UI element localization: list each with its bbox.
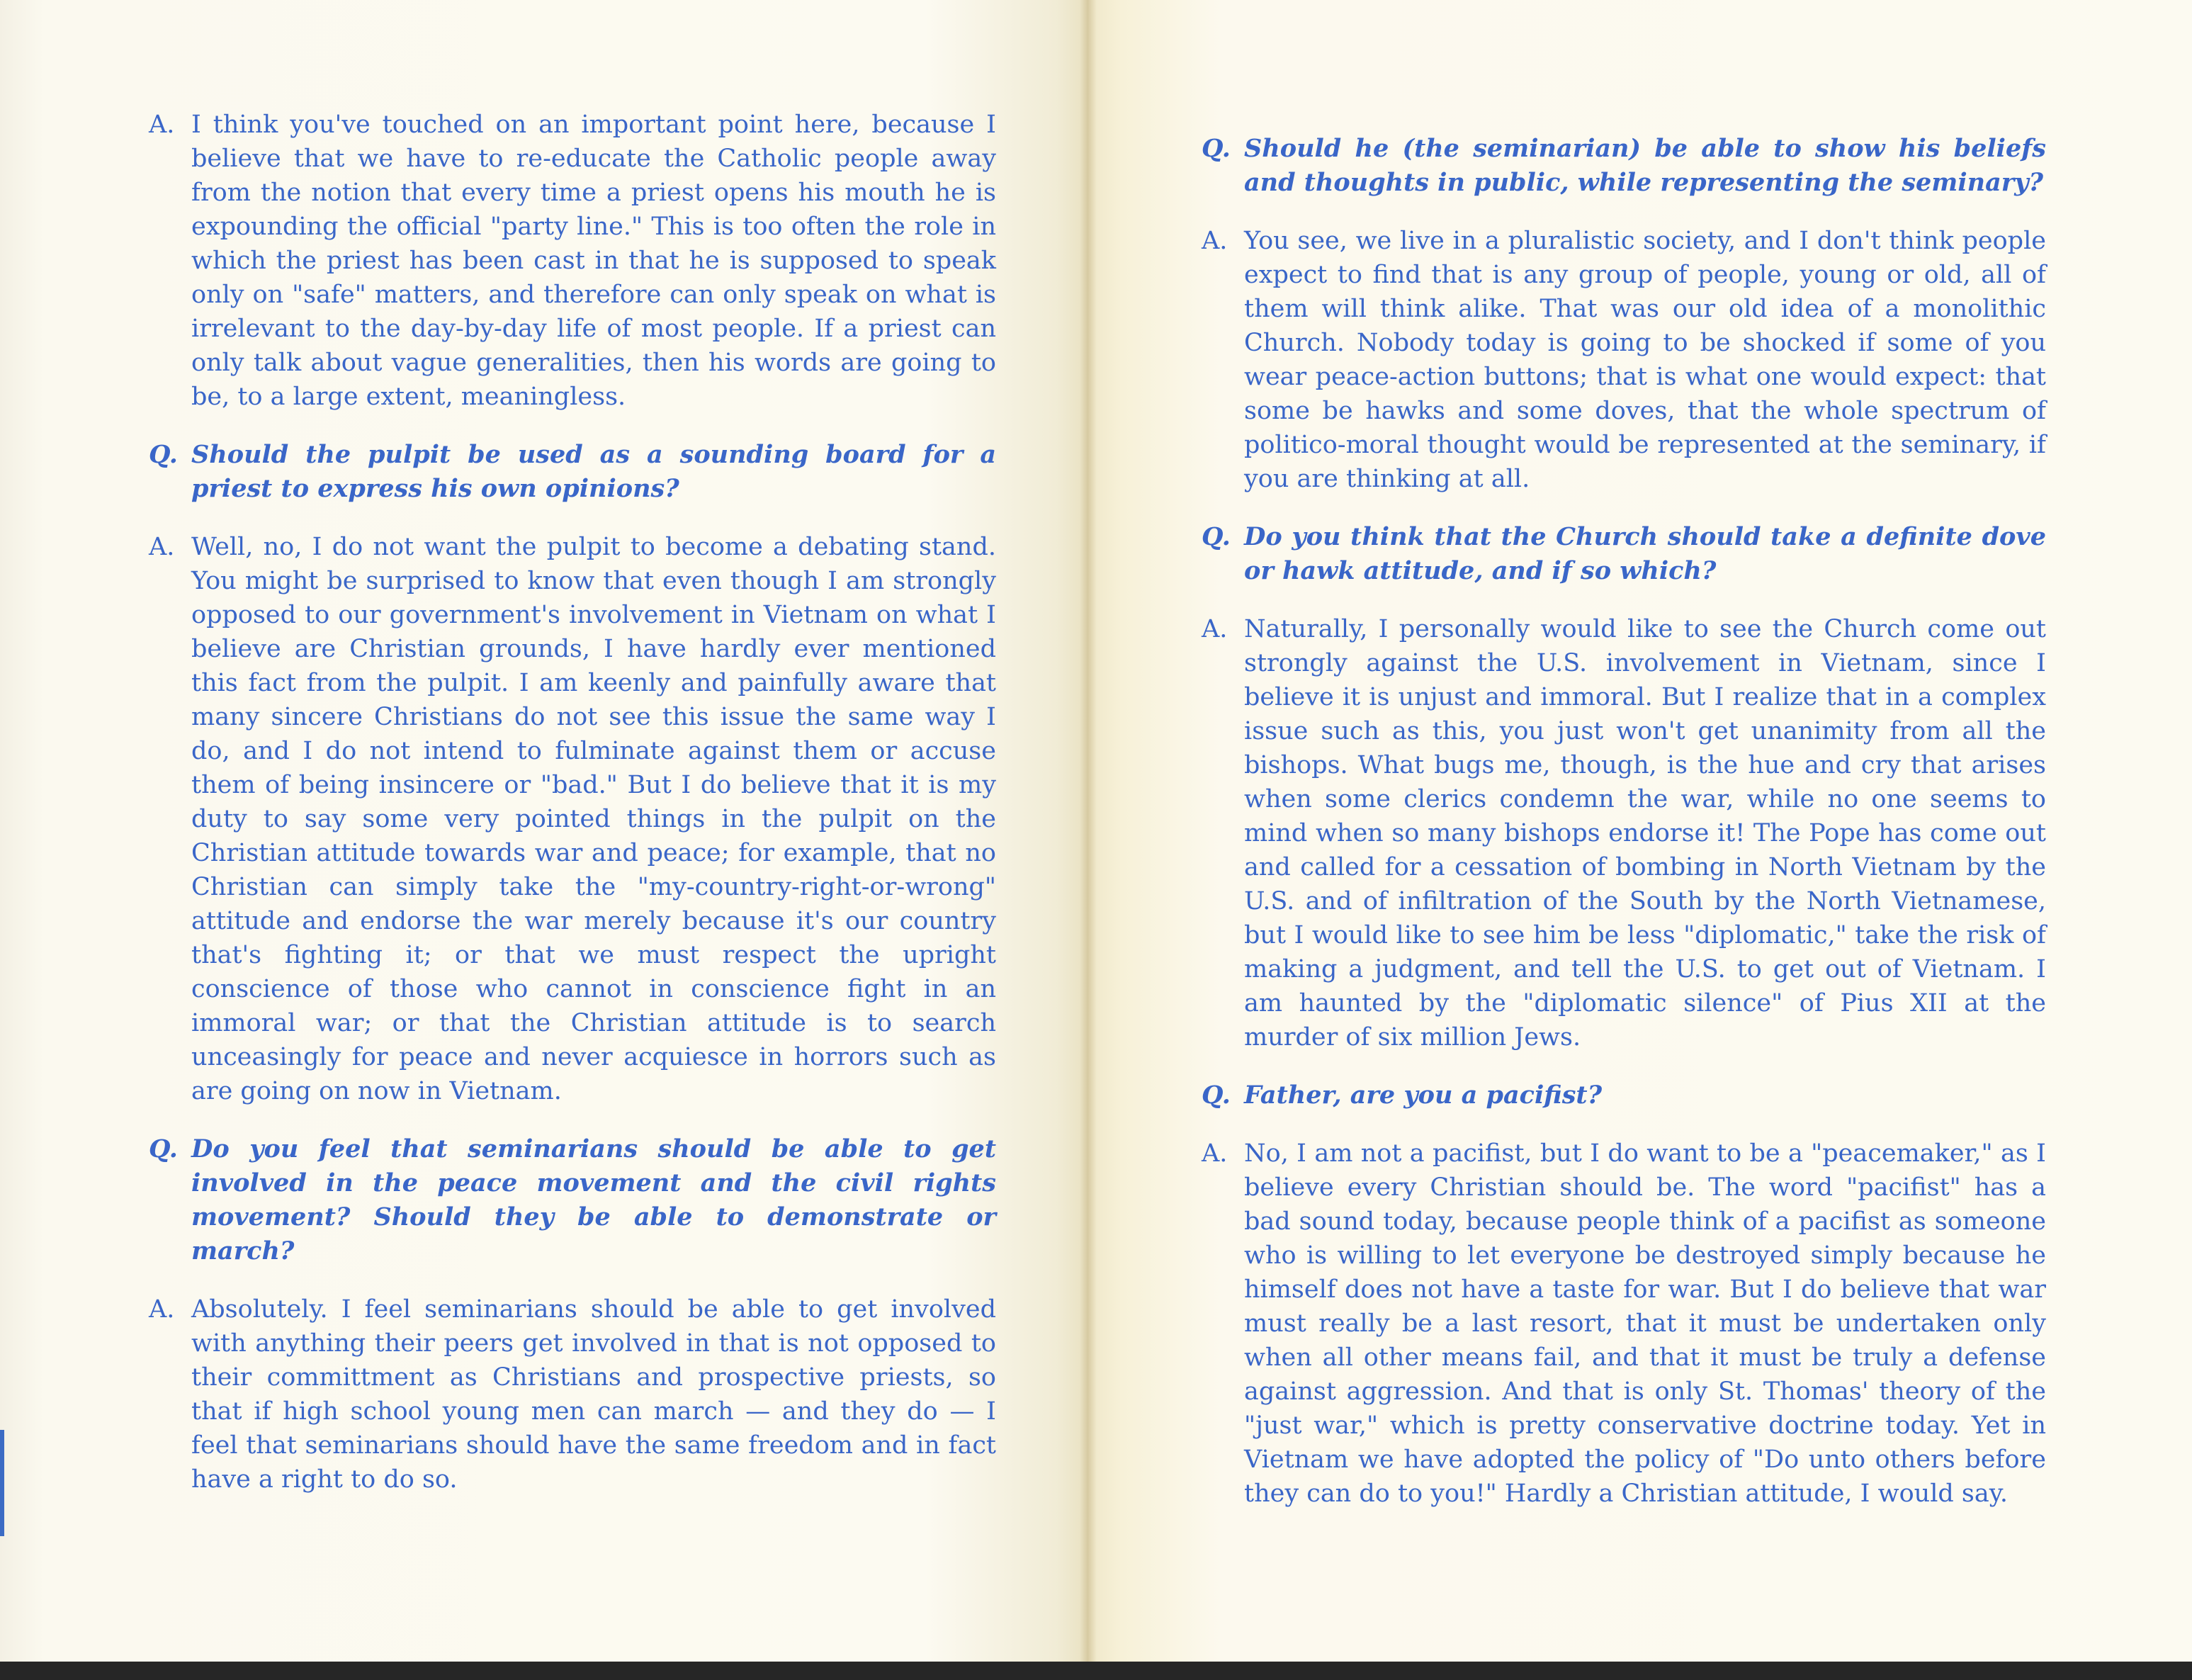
answer-label: A. [1202,227,1228,255]
question-label: Q. [1202,134,1231,163]
question-block [149,438,996,506]
question-text: Should the pulpit be used as a sounding board for a priest to express his own opinions? [191,440,996,503]
answer-block [1202,1137,2046,1511]
right-page-text [1202,132,2046,1511]
question-block [1202,132,2046,200]
answer-text: I think you've touched on an important point here, because I believe that we have to re-educate the Catholic people away from the notion that every time a priest opens his mouth he is expounding the official "party line." This is too often the role in which the priest has been cast in that he is supposed to speak only on "safe" matters, and therefore can only speak on what is irrelevant to the day-by-day life of most people. If a priest can only talk about vague generalities, then his words are going to be, to a large extent, meaningless. [191,111,996,411]
question-text: Do you feel that seminarians should be able to get involved in the peace movement and the civil rights movement? Should they be able to demonstrate or march? [191,1134,996,1265]
question-label: Q. [149,440,178,469]
answer-label: A. [1202,1139,1228,1168]
answer-label: A. [149,1295,175,1324]
question-block [1202,1078,2046,1112]
answer-text: No, I am not a pacifist, but I do want to be a "peacemaker," as I believe every Christian should be. The word "pacifist" has a bad sound today, because people think of a pacifist as someone who is willing to let everyone be destroyed simply because he himself does not have a taste for war. But I do believe that war must really be a last resort, that it must be undertaken only when all other means fail, and that it must be truly a defense against aggression. And that is only St. Thomas' theory of the "just war," which is pretty conservative doctrine today. Yet in Vietnam we have adopted the policy of "Do unto others before they can do to you!" Hardly a Christian attitude, I would say. [1244,1139,2046,1508]
answer-block [149,108,996,414]
page-edge-marker [0,1430,4,1536]
answer-label: A. [149,111,175,139]
answer-text: Well, no, I do not want the pulpit to become a debating stand. You might be surprised to know that even though I am strongly opposed to our government's involvement in Vietnam on what I believe are Christian grounds, I have hardly ever mentioned this fact from the pulpit. I am keenly and painfully aware that many sincere Christians do not see this issue the same way I do, and I do not intend to fulminate against them or accuse them of being insincere or "bad." But I do believe that it is my duty to say some very pointed things in the pulpit on the Christian attitude towards war and peace; for example, that no Christian can simply take the "my-country-right-or-wrong" attitude and endorse the war merely because it's our country that's fighting it; or that we must respect the upright conscience of those who cannot in conscience fight in an immoral war; or that the Christian attitude is to search unceasingly for peace and never acquiesce in horrors such as are going on now in Vietnam. [191,533,996,1105]
question-label: Q. [1202,1081,1231,1110]
question-block [1202,520,2046,588]
question-text: Do you think that the Church should take a definite dove or hawk attitude, and if so which? [1244,522,2046,585]
answer-block [149,530,996,1108]
left-page [0,0,1088,1662]
question-block [149,1132,996,1268]
answer-text: Absolutely. I feel seminarians should be able to get involved with anything their peers get involved in that is not opposed to their committment as Christians and prospective priests, so that if high school young men can march — and they do — I feel that seminarians should have the same freedom and in fact have a right to do so. [191,1295,996,1494]
answer-text: You see, we live in a pluralistic society, and I don't think people expect to find that is any group of people, young or old, all of them will think alike. That was our old idea of a monolithic Church. Nobody today is going to be shocked if some of you wear peace-action buttons; that is what one would expect: that some be hawks and some doves, that the whole spectrum of politico-moral thought would be represented at the seminary, if you are thinking at all. [1244,227,2046,493]
answer-label: A. [1202,615,1228,643]
answer-block [1202,224,2046,496]
left-page-text [149,108,996,1496]
question-text: Father, are you a pacifist? [1244,1081,1603,1110]
answer-label: A. [149,533,175,561]
question-label: Q. [1202,522,1231,551]
book-gutter [1080,0,1097,1662]
question-text: Should he (the seminarian) be able to show his beliefs and thoughts in public, while representing the seminary? [1244,134,2046,197]
answer-block [149,1292,996,1496]
question-label: Q. [149,1134,178,1163]
answer-block [1202,612,2046,1054]
answer-text: Naturally, I personally would like to see the Church come out strongly against the U.S. involvement in Vietnam, since I believe it is unjust and immoral. But I realize that in a complex issue such as this, you just won't get unanimity from all the bishops. What bugs me, though, is the hue and cry that arises when some clerics condemn the war, while no one seems to mind when so many bishops endorse it! The Pope has come out and called for a cessation of bombing in North Vietnam by the U.S. and of infiltration of the South by the North Vietnamese, but I would like to see him be less "diplomatic," take the risk of making a judgment, and tell the U.S. to get out of Vietnam. I am haunted by the "diplomatic silence" of Pius XII at the murder of six million Jews. [1244,615,2046,1052]
